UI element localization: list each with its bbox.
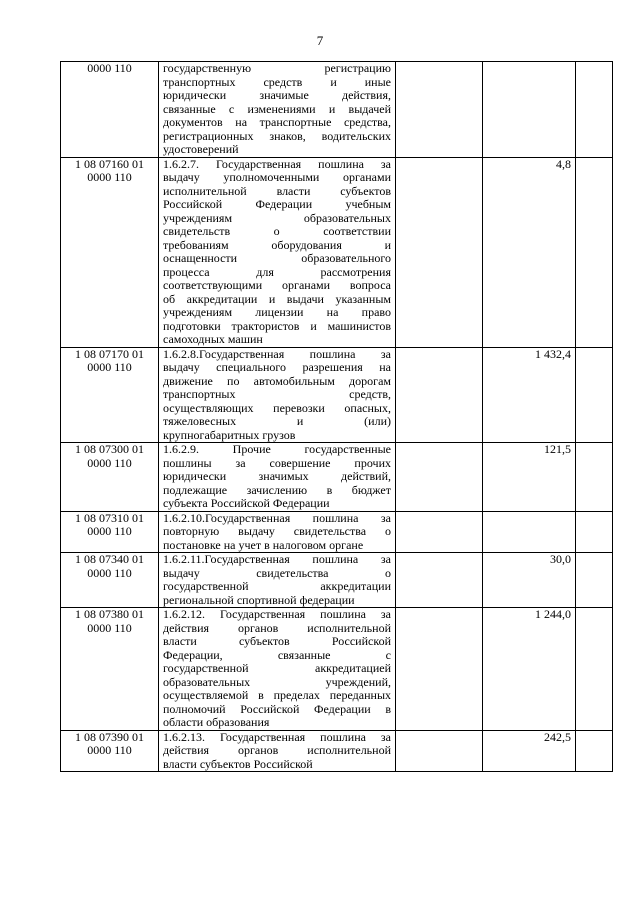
revenue-name-line: соответствующими органами вопроса	[163, 279, 391, 292]
empty-cell	[576, 62, 613, 158]
page-number: 7	[316, 33, 324, 48]
empty-cell	[576, 443, 613, 512]
revenue-name-line: Российской Федерации учебным	[163, 198, 391, 211]
budget-code-cell	[61, 511, 159, 553]
revenue-name-line: постановке на учет в налоговом органе	[163, 538, 364, 552]
budget-code-cell	[61, 347, 159, 443]
revenue-name-line: действия органов исполнительной	[163, 744, 391, 757]
table-row	[61, 730, 613, 772]
revenue-name-line: выдачу уполномоченными органами	[163, 171, 391, 184]
budget-code-line: 0000 110	[87, 524, 132, 538]
budget-code-cell	[61, 62, 159, 158]
empty-cell	[396, 157, 483, 347]
revenue-name-line: учреждениям лицензии на право	[163, 306, 391, 319]
revenue-name-line: власти субъектов Российской	[163, 635, 391, 648]
empty-cell	[396, 608, 483, 731]
revenue-name-line: полномочий Российской Федерации в	[163, 702, 391, 716]
budget-code-line: 0000 110	[87, 455, 132, 470]
revenue-name-line: 1.6.2.12. Государственная пошлина за	[163, 608, 391, 621]
table-row	[61, 157, 613, 347]
revenue-name-line: крупногабаритных грузов	[163, 428, 296, 442]
revenue-name-line: удостоверений	[163, 143, 239, 156]
amount-cell	[483, 511, 576, 553]
revenue-name-cell	[159, 443, 396, 512]
revenue-name-line: транспортных средств,	[163, 388, 391, 401]
revenue-name-line: тяжеловесных и (или)	[163, 415, 391, 428]
revenue-name-line: движение по автомобильным дорогам	[163, 374, 391, 388]
budget-code-line: 1 08 07380 01	[75, 607, 144, 621]
revenue-name-line: пошлины за совершение прочих	[163, 456, 391, 470]
revenue-name-cell	[159, 608, 396, 731]
revenue-name-line: юридически значимые действия,	[163, 89, 391, 102]
amount-cell: 4,8	[483, 157, 576, 347]
empty-cell	[396, 511, 483, 553]
budget-code-line: 1 08 07390 01	[75, 729, 144, 744]
budget-code-line: 0000 110	[87, 620, 132, 635]
budget-code-line: 0000 110	[87, 61, 132, 75]
revenue-name-line: осуществляемой в пределах переданных	[163, 689, 391, 702]
revenue-name-line: выдачу свидетельства о	[163, 566, 391, 580]
budget-code-line: 0000 110	[87, 170, 132, 184]
revenue-name-line: подлежащие зачислению в бюджет	[163, 483, 391, 497]
table-row	[61, 511, 613, 553]
budget-code-cell	[61, 608, 159, 731]
revenue-name-cell	[159, 730, 396, 772]
revenue-name-line: власти субъектов Российской	[163, 757, 313, 771]
budget-code-line: 1 08 07170 01	[75, 346, 144, 361]
budget-code-line: 0000 110	[87, 565, 132, 580]
revenue-name-line: подготовки трактористов и машинистов	[163, 319, 391, 333]
revenue-name-line: региональной спортивной федерации	[163, 593, 355, 607]
revenue-name-line: 1.6.2.11.Государственная пошлина за	[163, 553, 391, 566]
empty-cell	[576, 730, 613, 772]
revenue-name-line: 1.6.2.7. Государственная пошлина за	[163, 157, 391, 171]
revenue-name-line: образовательных учреждений,	[163, 675, 391, 689]
revenue-name-cell	[159, 157, 396, 347]
empty-cell	[576, 608, 613, 731]
empty-cell	[396, 347, 483, 443]
budget-code-line: 1 08 07310 01	[75, 510, 144, 525]
empty-cell	[396, 730, 483, 772]
budget-code-line: 1 08 07300 01	[75, 442, 144, 456]
budget-code-line: 1 08 07160 01	[75, 156, 144, 171]
amount-cell: 1 432,4	[483, 347, 576, 443]
table-row	[61, 62, 613, 158]
amount-cell: 121,5	[483, 443, 576, 512]
revenue-name-line: регистрационных знаков, водительских	[163, 129, 391, 143]
revenue-name-line: 1.6.2.10.Государственная пошлина за	[163, 511, 391, 525]
revenue-name-line: учреждениям образовательных	[163, 211, 391, 225]
amount-cell: 30,0	[483, 553, 576, 608]
revenue-name-line: действия органов исполнительной	[163, 621, 391, 635]
budget-code-cell	[61, 730, 159, 772]
table-body	[61, 62, 613, 772]
empty-cell	[396, 553, 483, 608]
revenue-name-line: государственной аккредитацией	[163, 662, 391, 675]
revenue-name-cell	[159, 347, 396, 443]
revenue-name-line: оснащенности образовательного	[163, 252, 391, 265]
empty-cell	[396, 443, 483, 512]
revenue-name-line: юридически значимых действий,	[163, 470, 391, 483]
revenue-name-line: свидетельств о соответствии	[163, 225, 391, 238]
budget-code-cell	[61, 157, 159, 347]
budget-code-cell	[61, 443, 159, 512]
budget-code-line: 0000 110	[87, 743, 132, 757]
empty-cell	[576, 157, 613, 347]
empty-cell	[396, 62, 483, 158]
table-row	[61, 608, 613, 731]
empty-cell	[576, 511, 613, 553]
revenue-name-line: 1.6.2.13. Государственная пошлина за	[163, 730, 391, 744]
revenue-name-line: субъекта Российской Федерации	[163, 497, 330, 510]
empty-cell	[576, 553, 613, 608]
revenue-name-line: связанные с изменениями и выдачей	[163, 102, 391, 116]
revenue-name-line: транспортных средств и иные	[163, 75, 391, 89]
budget-code-line: 0000 110	[87, 360, 132, 374]
amount-cell: 242,5	[483, 730, 576, 772]
revenue-name-line: требованиям оборудования и	[163, 238, 391, 252]
empty-cell	[576, 347, 613, 443]
revenue-name-line: самоходных машин	[163, 333, 263, 346]
revenue-name-line: повторную выдачу свидетельства о	[163, 525, 391, 538]
budget-code-cell	[61, 553, 159, 608]
revenue-name-cell	[159, 511, 396, 553]
revenue-name-line: документов на транспортные средства,	[163, 116, 391, 129]
revenue-name-line: выдачу специального разрешения на	[163, 361, 391, 374]
revenue-name-line: Федерации, связанные с	[163, 648, 391, 662]
amount-cell	[483, 62, 576, 158]
revenue-name-line: об аккредитации и выдачи указанным	[163, 292, 391, 306]
revenue-name-line: исполнительной власти субъектов	[163, 184, 391, 198]
revenue-name-line: 1.6.2.8.Государственная пошлина за	[163, 347, 391, 361]
revenue-name-line: государственную регистрацию	[163, 62, 391, 75]
budget-revenue-table	[60, 61, 613, 772]
table-row	[61, 347, 613, 443]
revenue-name-line: осуществляющих перевозки опасных,	[163, 401, 391, 415]
budget-code-line: 1 08 07340 01	[75, 552, 144, 566]
revenue-name-line: области образования	[163, 716, 270, 729]
revenue-name-line: процесса для рассмотрения	[163, 265, 391, 279]
amount-cell: 1 244,0	[483, 608, 576, 731]
revenue-name-line: 1.6.2.9. Прочие государственные	[163, 443, 391, 456]
revenue-name-cell	[159, 553, 396, 608]
revenue-name-line: государственной аккредитации	[163, 580, 391, 593]
table-row	[61, 443, 613, 512]
table-row	[61, 553, 613, 608]
revenue-name-cell	[159, 62, 396, 158]
